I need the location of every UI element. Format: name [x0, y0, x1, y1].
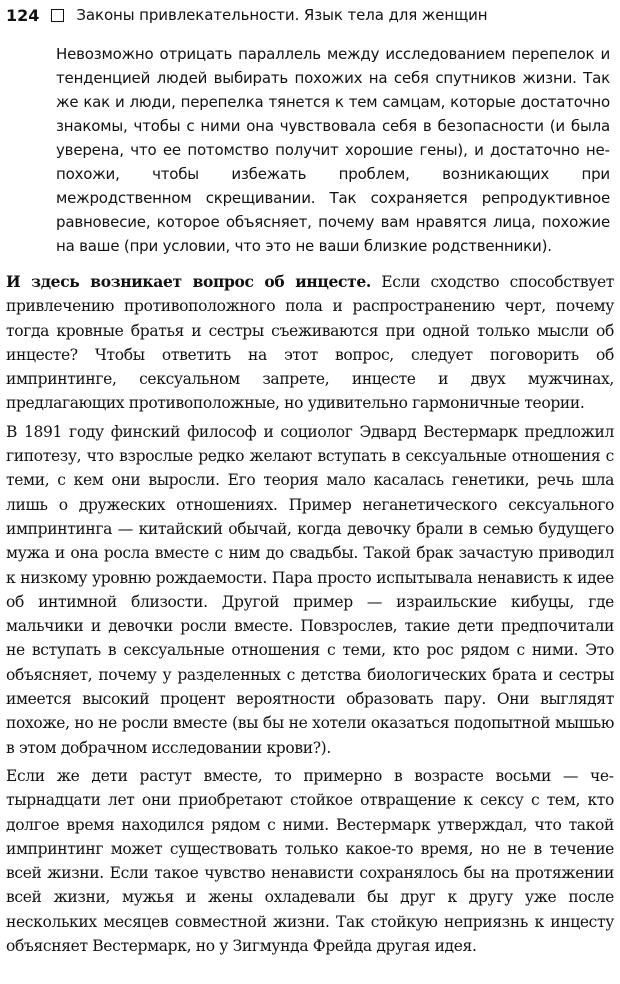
running-title: Законы привлекательности. Язык тела для женщин: [76, 6, 488, 24]
main-text: [6, 270, 614, 962]
page-number: 124: [6, 5, 40, 25]
paragraph-lead-in: И здесь возникает вопрос об инцесте.: [6, 272, 371, 291]
paragraph-imprinting: Если же дети растут вместе, то примерно в возрасте восьми — четырнадцати лет они приобретают стойкое отвращение к сексу с тем, кто долгое время находился рядом с ними. Вестермарк утверждал, что такой импринтинг может существовать только какое-то время, но не в течение всей жизни. Если такое чувство ненависти сохранялось бы на протяжении всей жизни, мужья и жены охладевали бы друг к другу уже после нескольких месяцев совместной жизни. Так стойкую неприязнь к инцесту объясняет Вестермарк, но у Зигмунда Фрейда другая идея.: [6, 766, 614, 956]
square-outline-icon: [51, 9, 64, 22]
paragraph-westermarck: В 1891 году финский философ и социолог Эдвард Вестермарк предложил гипотезу, что взрослые редко желают вступать в сексуальные отношения с теми, с кем они выросли. Его теория мало касалась генетики, речь шла лишь о дружеских отношениях. Пример неганетического сексуального импринтинга — китайский обычай, когда девочку брали в семью будущего мужа и она росла вместе с ним до свадьбы. Такой брак зачастую приводил к низкому уровню рождаемости. Пара просто испытывала ненависть к идее об интимной близости. Другой пример — израильские кибуцы, где мальчики и девочки росли вместе. Повзрослев, такие дети предпочитали не вступать в сексуальные отношения с теми, кто рос рядом с ними. Это объясняет, почему у разделенных с детства биологических брата и сестры имеется высокий процент вероятности образовать пару. Они выглядят похоже, но не росли вместе (вы бы не хотели оказаться подопытной мышью в этом добрачном исследовании крови?).: [6, 422, 614, 757]
inset-paragraph: Невозможно отрицать параллель между исследованием перепелок и тенденцией людей выбирать похожих на себя спутников жизни. Так же как и люди, перепелка тянется к тем самцам, которые достаточно знакомы, чтобы с ними она чувствовала себя в безопасности (и была уверена, что ее потомство получит хорошие гены), и достаточно непохожи, чтобы избежать проблем, возникающих при межродственном скрещивании. Так сохраняется репродуктивное равновесие, которое объясняет, почему вам нравятся лица, похожие на ваше (при условии, что это не ваши близкие родственники).: [56, 45, 610, 255]
running-header: [6, 2, 616, 28]
inset-quail-note: [56, 42, 610, 258]
paragraph-text: Если сходство способствует привлечению противоположного пола и распространению черт, почему тогда кровные братья и сестры съеживаются при одной только мысли об инцесте? Чтобы ответить на этот вопрос, следует поговорить об импринтинге, сексуальном запрете, инцесте и двух мужчинах, предлагающих противоположные, но удивительно гармоничные теории.: [6, 273, 615, 413]
paragraph-incest-question: [6, 270, 614, 416]
